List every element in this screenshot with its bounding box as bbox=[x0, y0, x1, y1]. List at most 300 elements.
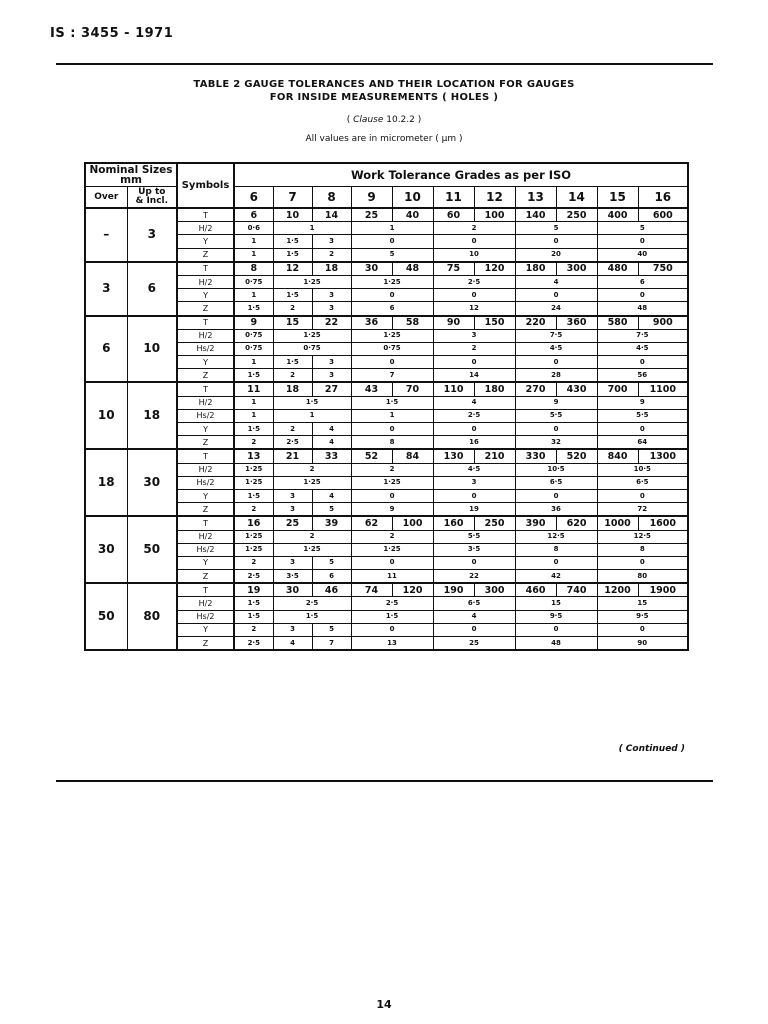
value-cell: 1000 bbox=[597, 516, 638, 530]
value-cell: 84 bbox=[392, 449, 433, 463]
value-cell: 0 bbox=[351, 489, 433, 502]
symbol-cell: H/2 bbox=[177, 463, 234, 476]
size-up-to: 50 bbox=[127, 516, 177, 583]
symbol-cell: Hs/2 bbox=[177, 476, 234, 489]
table-caption bbox=[84, 78, 684, 104]
value-cell: 13 bbox=[234, 449, 273, 463]
grade-header-14: 14 bbox=[556, 187, 597, 209]
value-cell: 48 bbox=[392, 262, 433, 276]
value-cell: 2·5 bbox=[234, 637, 273, 651]
value-cell: 24 bbox=[515, 302, 597, 316]
value-cell: 460 bbox=[515, 583, 556, 597]
value-cell: 11 bbox=[234, 382, 273, 396]
value-cell: 64 bbox=[597, 436, 688, 450]
value-cell: 10 bbox=[273, 208, 312, 222]
value-cell: 520 bbox=[556, 449, 597, 463]
symbol-cell: T bbox=[177, 382, 234, 396]
value-cell: 6 bbox=[234, 208, 273, 222]
value-cell: 22 bbox=[312, 316, 351, 330]
value-cell: 40 bbox=[392, 208, 433, 222]
value-cell: 1600 bbox=[638, 516, 688, 530]
value-cell: 1 bbox=[234, 356, 273, 369]
symbol-cell: Hs/2 bbox=[177, 409, 234, 422]
value-cell: 3 bbox=[312, 235, 351, 248]
value-cell: 0 bbox=[351, 623, 433, 636]
value-cell: 8 bbox=[515, 543, 597, 556]
value-cell: 1·25 bbox=[351, 476, 433, 489]
value-cell: 2·5 bbox=[234, 570, 273, 584]
value-cell: 1·25 bbox=[273, 275, 351, 288]
value-cell: 600 bbox=[638, 208, 688, 222]
value-cell: 3 bbox=[312, 302, 351, 316]
value-cell: 0 bbox=[433, 235, 515, 248]
value-cell: 250 bbox=[556, 208, 597, 222]
value-cell: 430 bbox=[556, 382, 597, 396]
symbol-cell: Y bbox=[177, 556, 234, 569]
value-cell: 2 bbox=[273, 423, 312, 436]
value-cell: 580 bbox=[597, 316, 638, 330]
value-cell: 48 bbox=[597, 302, 688, 316]
value-cell: 5·5 bbox=[433, 530, 515, 543]
value-cell: 18 bbox=[312, 262, 351, 276]
value-cell: 30 bbox=[273, 583, 312, 597]
value-cell: 740 bbox=[556, 583, 597, 597]
value-cell: 4 bbox=[273, 637, 312, 651]
value-cell: 4 bbox=[312, 436, 351, 450]
value-cell: 7 bbox=[351, 369, 433, 383]
grade-header-16: 16 bbox=[638, 187, 688, 209]
value-cell: 3·5 bbox=[433, 543, 515, 556]
value-cell: 3 bbox=[433, 329, 515, 342]
value-cell: 3 bbox=[273, 503, 312, 517]
symbol-cell: H/2 bbox=[177, 530, 234, 543]
value-cell: 28 bbox=[515, 369, 597, 383]
value-cell: 8 bbox=[234, 262, 273, 276]
size-over: 6 bbox=[85, 316, 127, 383]
value-cell: 0 bbox=[597, 356, 688, 369]
value-cell: 22 bbox=[433, 570, 515, 584]
value-cell: 390 bbox=[515, 516, 556, 530]
symbol-cell: T bbox=[177, 449, 234, 463]
value-cell: 40 bbox=[597, 248, 688, 262]
value-cell: 0 bbox=[351, 289, 433, 302]
value-cell: 9 bbox=[351, 503, 433, 517]
value-cell: 1 bbox=[234, 409, 273, 422]
value-cell: 5 bbox=[597, 222, 688, 235]
value-cell: 3 bbox=[312, 289, 351, 302]
value-cell: 250 bbox=[474, 516, 515, 530]
value-cell: 5 bbox=[515, 222, 597, 235]
symbol-cell: Z bbox=[177, 436, 234, 450]
value-cell: 10·5 bbox=[597, 463, 688, 476]
value-cell: 220 bbox=[515, 316, 556, 330]
value-cell: 360 bbox=[556, 316, 597, 330]
value-cell: 1300 bbox=[638, 449, 688, 463]
value-cell: 1·25 bbox=[351, 329, 433, 342]
value-cell: 1·5 bbox=[234, 610, 273, 623]
value-cell: 0 bbox=[433, 489, 515, 502]
value-cell: 2·5 bbox=[433, 275, 515, 288]
value-cell: 0 bbox=[515, 489, 597, 502]
value-cell: 0 bbox=[515, 235, 597, 248]
value-cell: 1·5 bbox=[234, 597, 273, 610]
value-cell: 16 bbox=[433, 436, 515, 450]
value-cell: 130 bbox=[433, 449, 474, 463]
value-cell: 3 bbox=[273, 556, 312, 569]
value-cell: 19 bbox=[433, 503, 515, 517]
grade-header-7: 7 bbox=[273, 187, 312, 209]
value-cell: 1·5 bbox=[351, 396, 433, 409]
grade-header-11: 11 bbox=[433, 187, 474, 209]
value-cell: 330 bbox=[515, 449, 556, 463]
value-cell: 19 bbox=[234, 583, 273, 597]
value-cell: 0·6 bbox=[234, 222, 273, 235]
value-cell: 1·25 bbox=[273, 329, 351, 342]
value-cell: 2 bbox=[273, 369, 312, 383]
value-cell: 1·5 bbox=[273, 610, 351, 623]
value-cell: 60 bbox=[433, 208, 474, 222]
value-cell: 2·5 bbox=[351, 597, 433, 610]
clause-reference bbox=[84, 115, 684, 125]
table-row bbox=[85, 208, 688, 222]
value-cell: 1 bbox=[234, 248, 273, 262]
table-row bbox=[85, 516, 688, 530]
value-cell: 0 bbox=[433, 556, 515, 569]
value-cell: 190 bbox=[433, 583, 474, 597]
value-cell: 5·5 bbox=[515, 409, 597, 422]
size-up-to: 6 bbox=[127, 262, 177, 316]
value-cell: 14 bbox=[433, 369, 515, 383]
symbol-cell: Y bbox=[177, 423, 234, 436]
value-cell: 1·25 bbox=[234, 476, 273, 489]
value-cell: 400 bbox=[597, 208, 638, 222]
value-cell: 1 bbox=[273, 222, 351, 235]
value-cell: 1 bbox=[351, 222, 433, 235]
standard-number: IS : 3455 - 1971 bbox=[50, 26, 174, 41]
value-cell: 2 bbox=[273, 302, 312, 316]
value-cell: 9 bbox=[234, 316, 273, 330]
header-symbols: Symbols bbox=[177, 163, 234, 208]
size-over: 50 bbox=[85, 583, 127, 650]
value-cell: 180 bbox=[515, 262, 556, 276]
value-cell: 4 bbox=[515, 275, 597, 288]
table-row bbox=[85, 262, 688, 276]
value-cell: 52 bbox=[351, 449, 392, 463]
value-cell: 3 bbox=[273, 489, 312, 502]
value-cell: 1 bbox=[273, 409, 351, 422]
value-cell: 15 bbox=[273, 316, 312, 330]
value-cell: 15 bbox=[597, 597, 688, 610]
value-cell: 42 bbox=[515, 570, 597, 584]
value-cell: 25 bbox=[351, 208, 392, 222]
value-cell: 4 bbox=[433, 610, 515, 623]
value-cell: 0 bbox=[597, 423, 688, 436]
value-cell: 6·5 bbox=[597, 476, 688, 489]
value-cell: 12·5 bbox=[515, 530, 597, 543]
value-cell: 2 bbox=[273, 530, 351, 543]
symbol-cell: Z bbox=[177, 570, 234, 584]
value-cell: 70 bbox=[392, 382, 433, 396]
value-cell: 5 bbox=[312, 556, 351, 569]
value-cell: 750 bbox=[638, 262, 688, 276]
value-cell: 0·75 bbox=[351, 342, 433, 355]
value-cell: 21 bbox=[273, 449, 312, 463]
value-cell: 6 bbox=[597, 275, 688, 288]
value-cell: 5·5 bbox=[597, 409, 688, 422]
value-cell: 11 bbox=[351, 570, 433, 584]
size-over: 10 bbox=[85, 382, 127, 449]
value-cell: 75 bbox=[433, 262, 474, 276]
header-up-to-line-1: Up to bbox=[138, 187, 166, 197]
value-cell: 120 bbox=[474, 262, 515, 276]
grade-header-6: 6 bbox=[234, 187, 273, 209]
value-cell: 2 bbox=[312, 248, 351, 262]
symbol-cell: H/2 bbox=[177, 275, 234, 288]
value-cell: 4 bbox=[312, 423, 351, 436]
table-row bbox=[85, 583, 688, 597]
value-cell: 12 bbox=[273, 262, 312, 276]
value-cell: 6 bbox=[351, 302, 433, 316]
value-cell: 2 bbox=[273, 463, 351, 476]
grade-header-15: 15 bbox=[597, 187, 638, 209]
value-cell: 3 bbox=[312, 369, 351, 383]
value-cell: 0 bbox=[351, 356, 433, 369]
value-cell: 0 bbox=[515, 289, 597, 302]
value-cell: 0 bbox=[351, 556, 433, 569]
value-cell: 8 bbox=[351, 436, 433, 450]
value-cell: 9·5 bbox=[515, 610, 597, 623]
grade-header-12: 12 bbox=[474, 187, 515, 209]
value-cell: 0 bbox=[351, 235, 433, 248]
value-cell: 90 bbox=[433, 316, 474, 330]
value-cell: 9 bbox=[515, 396, 597, 409]
value-cell: 1·5 bbox=[273, 356, 312, 369]
value-cell: 2·5 bbox=[273, 436, 312, 450]
value-cell: 1·25 bbox=[234, 543, 273, 556]
value-cell: 6·5 bbox=[515, 476, 597, 489]
value-cell: 5 bbox=[312, 503, 351, 517]
symbol-cell: T bbox=[177, 316, 234, 330]
symbol-cell: Y bbox=[177, 289, 234, 302]
value-cell: 30 bbox=[351, 262, 392, 276]
value-cell: 39 bbox=[312, 516, 351, 530]
value-cell: 0·75 bbox=[234, 342, 273, 355]
value-cell: 0·75 bbox=[234, 275, 273, 288]
value-cell: 25 bbox=[273, 516, 312, 530]
value-cell: 1·5 bbox=[234, 302, 273, 316]
bottom-rule bbox=[56, 780, 713, 782]
value-cell: 1·5 bbox=[273, 396, 351, 409]
value-cell: 2 bbox=[351, 530, 433, 543]
value-cell: 1 bbox=[351, 409, 433, 422]
header-mm: mm bbox=[120, 174, 142, 186]
size-over: 18 bbox=[85, 449, 127, 516]
value-cell: 9·5 bbox=[597, 610, 688, 623]
value-cell: 180 bbox=[474, 382, 515, 396]
value-cell: 2 bbox=[234, 556, 273, 569]
symbol-cell: H/2 bbox=[177, 597, 234, 610]
value-cell: 2 bbox=[351, 463, 433, 476]
value-cell: 1 bbox=[234, 235, 273, 248]
size-up-to: 18 bbox=[127, 382, 177, 449]
value-cell: 7·5 bbox=[597, 329, 688, 342]
value-cell: 0·75 bbox=[234, 329, 273, 342]
value-cell: 270 bbox=[515, 382, 556, 396]
value-cell: 80 bbox=[597, 570, 688, 584]
value-cell: 6·5 bbox=[433, 597, 515, 610]
symbol-cell: Z bbox=[177, 248, 234, 262]
symbol-cell: Hs/2 bbox=[177, 543, 234, 556]
size-over: 3 bbox=[85, 262, 127, 316]
value-cell: 36 bbox=[351, 316, 392, 330]
value-cell: 27 bbox=[312, 382, 351, 396]
value-cell: 0 bbox=[597, 235, 688, 248]
symbol-cell: Hs/2 bbox=[177, 342, 234, 355]
size-up-to: 10 bbox=[127, 316, 177, 383]
value-cell: 0 bbox=[597, 289, 688, 302]
value-cell: 3·5 bbox=[273, 570, 312, 584]
symbol-cell: Y bbox=[177, 489, 234, 502]
symbol-cell: H/2 bbox=[177, 329, 234, 342]
symbol-cell: Z bbox=[177, 637, 234, 651]
value-cell: 62 bbox=[351, 516, 392, 530]
symbol-cell: T bbox=[177, 262, 234, 276]
value-cell: 5 bbox=[312, 623, 351, 636]
value-cell: 2·5 bbox=[273, 597, 351, 610]
size-up-to: 3 bbox=[127, 208, 177, 262]
value-cell: 4 bbox=[312, 489, 351, 502]
clause-word: Clause bbox=[353, 115, 384, 125]
symbol-cell: Z bbox=[177, 302, 234, 316]
symbol-cell: Hs/2 bbox=[177, 610, 234, 623]
value-cell: 10 bbox=[433, 248, 515, 262]
value-cell: 300 bbox=[474, 583, 515, 597]
table-row bbox=[85, 316, 688, 330]
clause-number: 10.2.2 ) bbox=[383, 115, 422, 125]
table-row bbox=[85, 449, 688, 463]
value-cell: 1 bbox=[234, 396, 273, 409]
value-cell: 12·5 bbox=[597, 530, 688, 543]
value-cell: 0 bbox=[433, 623, 515, 636]
value-cell: 3 bbox=[273, 623, 312, 636]
page-number: 14 bbox=[376, 998, 392, 1011]
value-cell: 7 bbox=[312, 637, 351, 651]
value-cell: 700 bbox=[597, 382, 638, 396]
value-cell: 0 bbox=[433, 423, 515, 436]
value-cell: 1 bbox=[234, 289, 273, 302]
value-cell: 33 bbox=[312, 449, 351, 463]
value-cell: 14 bbox=[312, 208, 351, 222]
value-cell: 0·75 bbox=[273, 342, 351, 355]
symbol-cell: Z bbox=[177, 503, 234, 517]
header-up-to bbox=[127, 187, 177, 209]
value-cell: 1·25 bbox=[273, 543, 351, 556]
value-cell: 1·25 bbox=[273, 476, 351, 489]
value-cell: 16 bbox=[234, 516, 273, 530]
value-cell: 2 bbox=[234, 623, 273, 636]
value-cell: 1200 bbox=[597, 583, 638, 597]
value-cell: 10·5 bbox=[515, 463, 597, 476]
table-row bbox=[85, 382, 688, 396]
symbol-cell: Y bbox=[177, 235, 234, 248]
value-cell: 160 bbox=[433, 516, 474, 530]
value-cell: 2 bbox=[234, 436, 273, 450]
value-cell: 100 bbox=[392, 516, 433, 530]
value-cell: 2 bbox=[433, 222, 515, 235]
symbol-cell: Y bbox=[177, 623, 234, 636]
grade-header-9: 9 bbox=[351, 187, 392, 209]
continued-note: ( Continued ) bbox=[618, 744, 685, 754]
value-cell: 140 bbox=[515, 208, 556, 222]
value-cell: 1·5 bbox=[273, 289, 312, 302]
value-cell: 300 bbox=[556, 262, 597, 276]
grade-header-10: 10 bbox=[392, 187, 433, 209]
value-cell: 1100 bbox=[638, 382, 688, 396]
value-cell: 0 bbox=[597, 556, 688, 569]
value-cell: 56 bbox=[597, 369, 688, 383]
header-nominal-sizes bbox=[85, 163, 177, 187]
value-cell: 0 bbox=[351, 423, 433, 436]
value-cell: 74 bbox=[351, 583, 392, 597]
value-cell: 90 bbox=[597, 637, 688, 651]
value-cell: 58 bbox=[392, 316, 433, 330]
header-over: Over bbox=[85, 187, 127, 209]
value-cell: 18 bbox=[273, 382, 312, 396]
value-cell: 1·25 bbox=[234, 463, 273, 476]
header-nominal-sizes-label: Nominal Sizes bbox=[89, 164, 173, 176]
value-cell: 3 bbox=[433, 476, 515, 489]
value-cell: 0 bbox=[515, 556, 597, 569]
value-cell: 48 bbox=[515, 637, 597, 651]
value-cell: 0 bbox=[597, 623, 688, 636]
value-cell: 25 bbox=[433, 637, 515, 651]
grade-header-13: 13 bbox=[515, 187, 556, 209]
size-up-to: 80 bbox=[127, 583, 177, 650]
clause-prefix: ( bbox=[346, 115, 354, 125]
symbol-cell: H/2 bbox=[177, 396, 234, 409]
value-cell: 1·25 bbox=[351, 275, 433, 288]
value-cell: 4·5 bbox=[433, 463, 515, 476]
value-cell: 0 bbox=[433, 289, 515, 302]
grade-header-8: 8 bbox=[312, 187, 351, 209]
value-cell: 46 bbox=[312, 583, 351, 597]
value-cell: 0 bbox=[515, 623, 597, 636]
top-rule bbox=[56, 63, 713, 65]
value-cell: 150 bbox=[474, 316, 515, 330]
symbol-cell: Y bbox=[177, 356, 234, 369]
value-cell: 5 bbox=[351, 248, 433, 262]
symbol-cell: H/2 bbox=[177, 222, 234, 235]
value-cell: 13 bbox=[351, 637, 433, 651]
symbol-cell: T bbox=[177, 516, 234, 530]
value-cell: 2·5 bbox=[433, 409, 515, 422]
value-cell: 3 bbox=[312, 356, 351, 369]
symbol-cell: T bbox=[177, 583, 234, 597]
value-cell: 210 bbox=[474, 449, 515, 463]
value-cell: 1·25 bbox=[234, 530, 273, 543]
size-over: – bbox=[85, 208, 127, 262]
header-work-tolerance: Work Tolerance Grades as per ISO bbox=[234, 163, 688, 187]
value-cell: 4·5 bbox=[597, 342, 688, 355]
value-cell: 1·25 bbox=[351, 543, 433, 556]
value-cell: 2 bbox=[234, 503, 273, 517]
symbol-cell: T bbox=[177, 208, 234, 222]
value-cell: 1·5 bbox=[273, 248, 312, 262]
value-cell: 8 bbox=[597, 543, 688, 556]
symbol-cell: Z bbox=[177, 369, 234, 383]
value-cell: 900 bbox=[638, 316, 688, 330]
value-cell: 4·5 bbox=[515, 342, 597, 355]
